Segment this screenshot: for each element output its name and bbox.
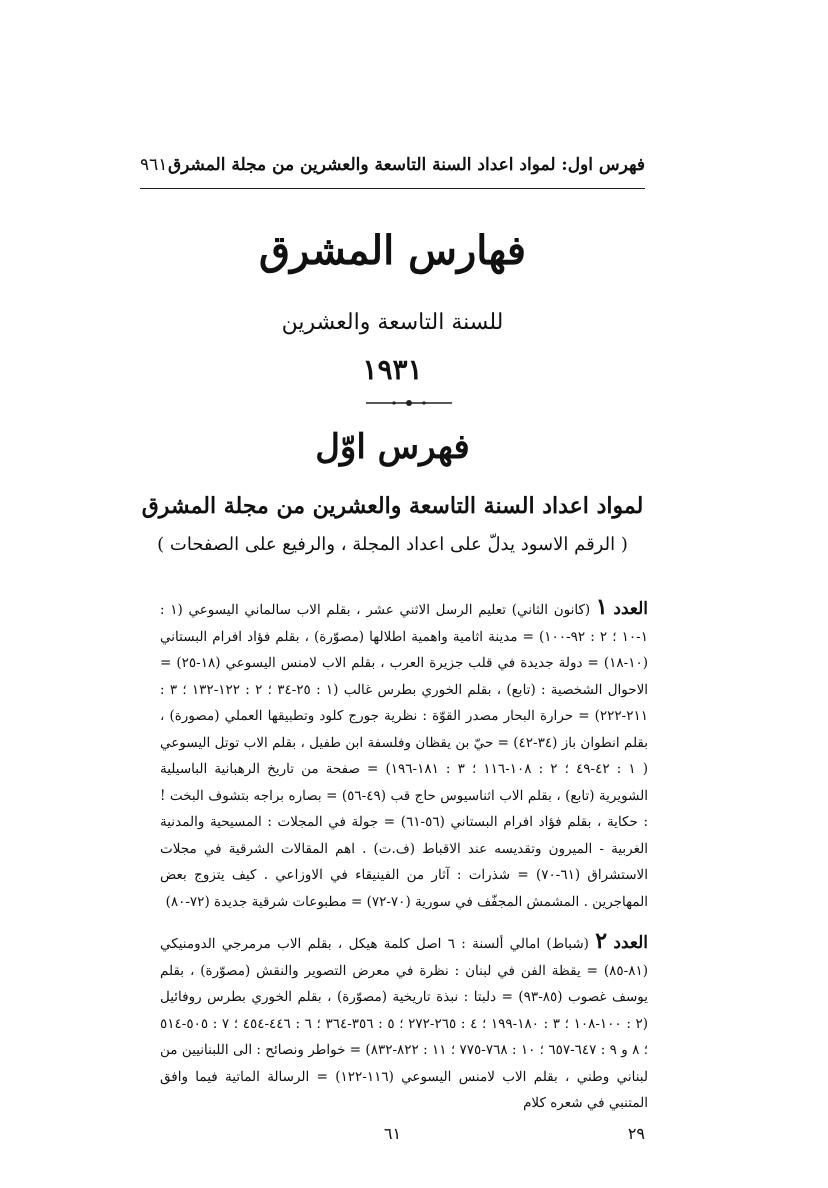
issue-number: ٢ <box>595 928 608 954</box>
running-header-title: فهرس اول: لمواد اعداد السنة التاسعة والعشرين من مجلة المشرق <box>167 155 645 175</box>
year: ١٩٣١ <box>362 353 423 386</box>
issue-label: العدد <box>613 933 649 953</box>
index-note: ( الرقم الاسود يدلّ على اعداد المجلة ، والرفيع على الصفحات ) <box>157 534 628 555</box>
main-title: فهارس المشرق <box>258 227 527 274</box>
issue-text: (شباط) امالي ألسنة : ٦ اصل كلمة هيكل ، بقلم الاب مرمرجي الدومنيكي (٨١-٨٥) = يقظة الفن في لبنان : نظرة في معرض التصوير والنقش (مصوّرة) ، بقلم يوسف غصوب (٨٥-٩٣) = دلبتا : نبذة تاريخية (مصوّرة) ، بقلم الخوري بطرس روفائيل (٢ : ١٠٠-١٠٨ ؛ ٣ : ١٨٠-١٩٩ ؛ ٤ : ٢٦٥-٢٧٢ ؛ ٥ : ٣٥٦-٣٦٤ ؛ ٦ : ٤٤٦-٤٥٤ ؛ ٧ : ٥٠٥-٥١٤ ؛ ٨ و ٩ : ٦٤٧-٦٥٧ ؛ ١٠ : ٧٦٨-٧٧٥ ؛ ١١ : ٨٢٢-٨٣٢) = خواطر ونصائح : الى اللبنانيين من لبناني وطني ، بقلم الاب لامنس اليسوعي (١١٦-١٢٢) = الرسالة الماتية فيما وافق المتنبي في شعره كلام <box>160 936 649 1111</box>
index-title: فهرس اوّل <box>315 427 470 467</box>
footer-page-number: ٦١ <box>383 1124 402 1143</box>
issue-entry <box>160 594 648 915</box>
issue-entry <box>160 928 648 1117</box>
issue-text: (كانون الثاني) تعليم الرسل الاثني عشر ، بقلم الاب سالماني اليسوعي (١ : ١-١٠ ؛ ٢ : ٩٢-١٠٠) = مدينة اثامية واهمية اطلالها (مصوّرة) ، بقلم فؤاد افرام البستاني (١٠-١٨) = دولة جديدة في قلب جزيرة العرب ، بقلم الاب لامنس اليسوعي (١٨-٢٥) = الاحوال الشخصية : (تابع) ، بقلم الخوري بطرس غالب (١ : ٢٥-٣٤ ؛ ٢ : ١٢٢-١٣٢ ؛ ٣ : ٢١١-٢٢٢) = حرارة البحار مصدر القوّة : نظرية جورج كلود وتطبيقها العملي (مصورة) ، بقلم انطوان باز (٣٤-٤٢) = حيّ بن يقظان وفلسفة ابن طفيل ، بقلم الاب توتل اليسوعي ( ١ : ٤٢-٤٩ ؛ ٢ : ١٠٨-١١٦ ؛ ٣ : ١٨١-١٩٦) = صفحة من تاريخ الرهبانية الباسيلية الشويرية (تابع) ، بقلم الاب اثناسيوس حاج قب (٤٩-٥٦) = بصاره براجه بتشوف البخت ! : حكاية ، بقلم فؤاد افرام البستاني (٥٦-٦١) = جولة في المجلات : المسيحية والمدنية الغربية - الميرون وتقديسه عند الاقباط (ف.ت) . اهم المقالات الشرقية في مجلات الاستشراق (٦١-٧٠) = شذرات : آثار من الفينيقاء في الاوزاعي . كيف يتزوج بعض المهاجرين . المشمش المجفّف في سورية (٧٠-٧٢) = مطبوعات شرقية جديدة (٧٢-٨٠) <box>160 602 649 910</box>
issue-label: العدد <box>613 599 649 619</box>
ornament-divider-icon <box>364 396 454 410</box>
header-rule <box>140 188 645 189</box>
issue-number: ١ <box>595 594 608 620</box>
index-subtitle: لمواد اعداد السنة التاسعة والعشرين من مجلة المشرق <box>141 493 644 519</box>
signature-mark: ٢٩ <box>627 1124 645 1143</box>
main-subtitle: للسنة التاسعة والعشرين <box>281 310 504 335</box>
page-footer <box>140 1124 645 1150</box>
running-header-page-number: ٩٦١ <box>140 155 168 175</box>
running-header <box>140 150 645 180</box>
